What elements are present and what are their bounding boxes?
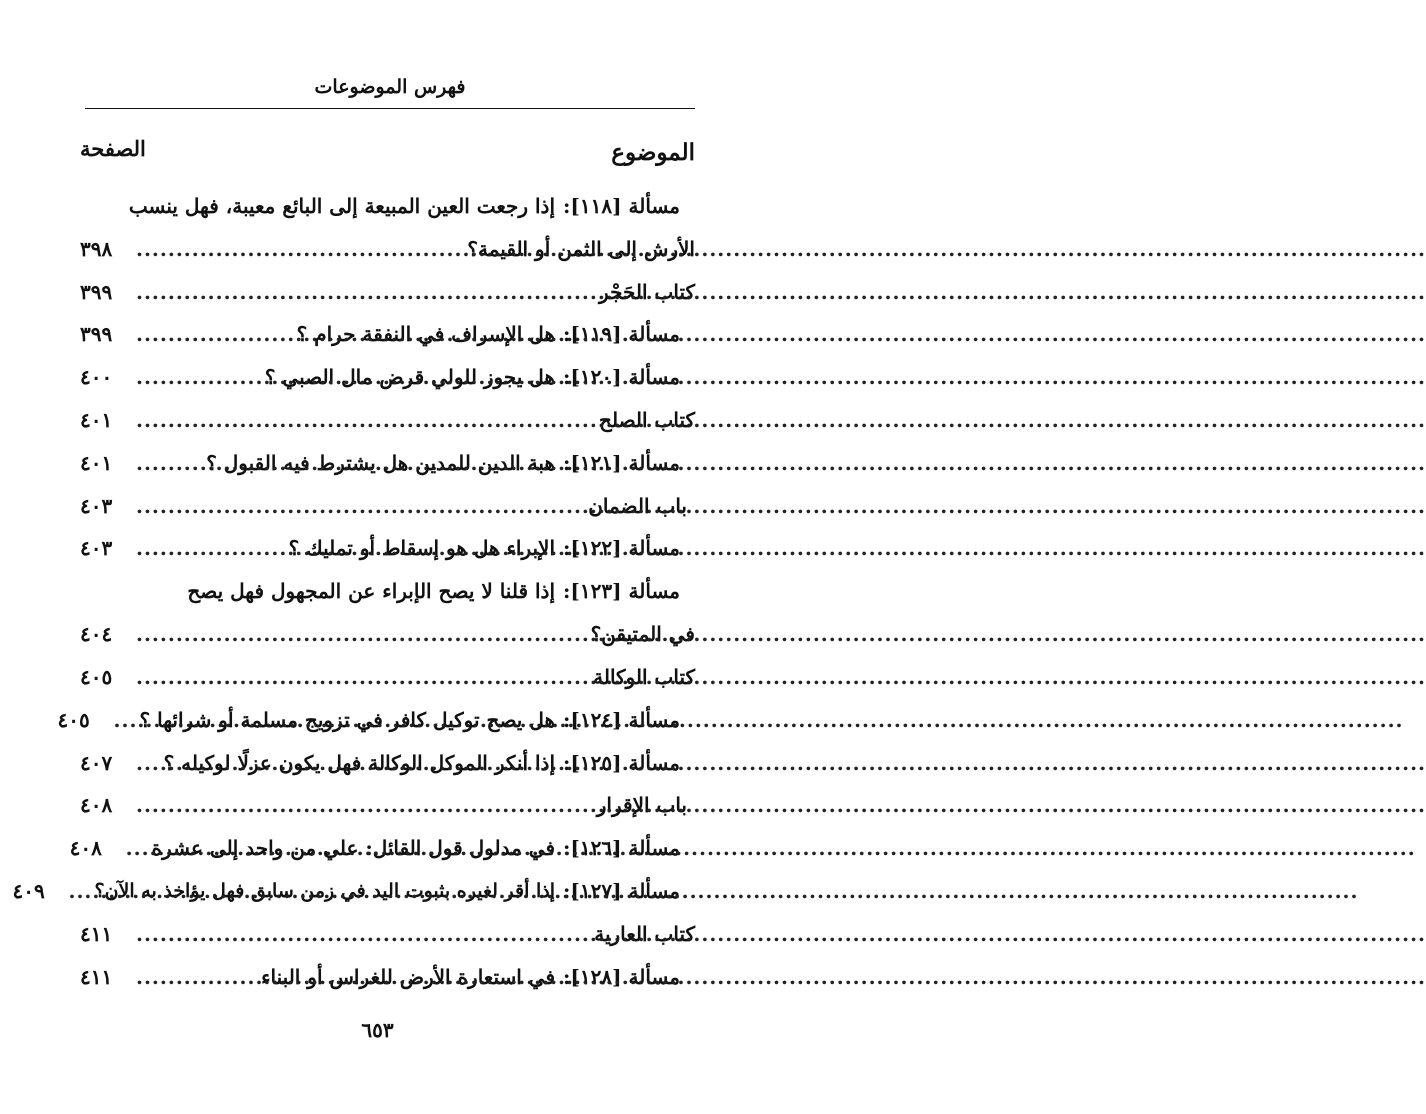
entry-heading: باب الإقرار xyxy=(596,793,687,817)
column-header-page: الصفحة xyxy=(80,136,146,161)
toc-entry-123-line1 xyxy=(80,571,680,611)
entry-label: مسألة [١١٨]: xyxy=(563,194,680,218)
entry-page-number: ٤١١ xyxy=(80,965,113,989)
entry-page-number: ٤٠٤ xyxy=(80,622,113,646)
toc-entry-chapter-iqrar xyxy=(80,785,687,825)
page-header: فهرس الموضوعات xyxy=(314,76,466,98)
toc-entry-128 xyxy=(80,957,680,997)
entry-label: مسألة [١٢٢]: xyxy=(563,536,680,560)
entry-page-number: ٤٠٥ xyxy=(57,708,90,732)
toc-entry-chapter-daman xyxy=(80,486,687,526)
entry-text-line2: في المتيقن؟ xyxy=(590,622,695,646)
entry-text: في استعارة الأرض للغراس أو البناء xyxy=(261,965,556,989)
leader-dots xyxy=(130,793,597,817)
leader-dots xyxy=(108,708,140,732)
entry-page-number: ٤٠٣ xyxy=(80,536,113,560)
entry-text-line1: إذا قلنا لا يصح الإبراء عن المجهول فهل يصح xyxy=(187,579,556,603)
entry-text-line2: الأرش إلى الثمن أو القيمة؟ xyxy=(467,237,695,261)
entry-page-number: ٤٠١ xyxy=(80,408,113,432)
entry-page-number: ٣٩٩ xyxy=(80,322,113,346)
entry-page-number: ٤٠٨ xyxy=(80,793,113,817)
entry-page-number: ٣٩٩ xyxy=(80,280,113,304)
entry-label: مسألة [١٢٠]: xyxy=(563,365,680,389)
entry-page-number: ٤٠٩ xyxy=(12,879,45,903)
toc-entry-123-line2 xyxy=(80,614,695,654)
toc-entry-118-line2 xyxy=(80,229,695,269)
toc-entry-121 xyxy=(80,443,680,483)
entry-label: مسألة [١٢٦]: xyxy=(563,836,680,860)
entry-label: مسألة [١٢٧]: xyxy=(563,879,680,903)
entry-page-number: ٤٠٣ xyxy=(80,494,113,518)
entry-heading: كتاب الصلح xyxy=(599,408,695,432)
leader-dots xyxy=(130,237,467,261)
toc-entry-book-sulh xyxy=(80,400,695,440)
leader-dots xyxy=(130,665,593,689)
entry-heading: باب الضمان xyxy=(588,494,687,518)
folio-page-number: ٦٥٣ xyxy=(361,1018,394,1042)
entry-text: إذا أنكر الموكل الوكالة فهل يكون عزلًا لوكيله ؟ xyxy=(163,751,556,775)
leader-dots xyxy=(130,322,297,346)
toc-entry-124 xyxy=(57,700,680,740)
toc-entry-126 xyxy=(69,828,680,868)
toc-entry-book-wakala xyxy=(80,657,695,697)
leader-dots xyxy=(130,451,206,475)
entry-label: مسألة [١٢٤]: xyxy=(563,708,680,732)
entry-text: إذا أقر لغيره بثبوت اليد في زمن سابق فهل يؤاخذ به الآن؟ xyxy=(94,880,556,902)
entry-page-number: ٤١١ xyxy=(80,922,113,946)
entry-heading: كتاب الوكالة xyxy=(593,665,695,689)
entry-page-number: ٤٠٥ xyxy=(80,665,113,689)
toc-entry-119 xyxy=(80,314,680,354)
entry-label: مسألة [١٢٥]: xyxy=(563,751,680,775)
leader-dots xyxy=(130,922,594,946)
leader-dots xyxy=(130,751,164,775)
leader-dots xyxy=(130,365,265,389)
entry-text: هبة الدين للمدين هل يشترط فيه القبول ؟ xyxy=(206,451,556,475)
toc-entry-125 xyxy=(80,743,680,783)
entry-label: مسألة [١٢٨]: xyxy=(563,965,680,989)
entry-text: هل يجوز للولي قرض مال الصبي ؟ xyxy=(264,365,556,389)
entry-page-number: ٤٠٠ xyxy=(80,365,113,389)
entry-page-number: ٤٠٧ xyxy=(80,751,113,775)
column-header-topic: الموضوع xyxy=(611,139,695,166)
leader-dots xyxy=(130,408,599,432)
leader-dots xyxy=(62,879,94,903)
leader-dots xyxy=(130,280,599,304)
toc-entry-118-line1 xyxy=(80,186,680,226)
entry-page-number: ٣٩٨ xyxy=(80,237,113,261)
entry-text: في مدلول قول القائل: علي من واحد إلى عشرة xyxy=(151,836,556,860)
leader-dots xyxy=(130,622,591,646)
leader-dots xyxy=(120,836,152,860)
toc-entry-122 xyxy=(80,528,680,568)
entry-text-line1: إذا رجعت العين المبيعة إلى البائع معيبة، فهل ينسب xyxy=(128,194,556,218)
entry-label: مسألة [١١٩]: xyxy=(563,322,680,346)
toc-entry-127 xyxy=(12,871,680,911)
toc-entry-book-ariya xyxy=(80,914,695,954)
toc-entry-book-hajr xyxy=(80,272,695,312)
entry-label: مسألة [١٢٣]: xyxy=(563,579,680,603)
leader-dots xyxy=(130,494,588,518)
entry-heading: كتاب الحَجْر xyxy=(599,280,695,304)
entry-page-number: ٤٠١ xyxy=(80,451,113,475)
entry-page-number: ٤٠٨ xyxy=(69,836,102,860)
leader-dots xyxy=(130,965,261,989)
entry-text: الإبراء هل هو إسقاط أو تمليك ؟ xyxy=(288,536,556,560)
entry-label: مسألة [١٢١]: xyxy=(563,451,680,475)
entry-text: هل يصح توكيل كافر في تزويج مسلمة أو شرائها ؟ xyxy=(139,708,556,732)
entry-heading: كتاب العارية xyxy=(594,922,695,946)
toc-entry-120 xyxy=(80,357,680,397)
leader-dots xyxy=(130,536,289,560)
entry-text: هل الإسراف في النفقة حرام ؟ xyxy=(296,322,556,346)
